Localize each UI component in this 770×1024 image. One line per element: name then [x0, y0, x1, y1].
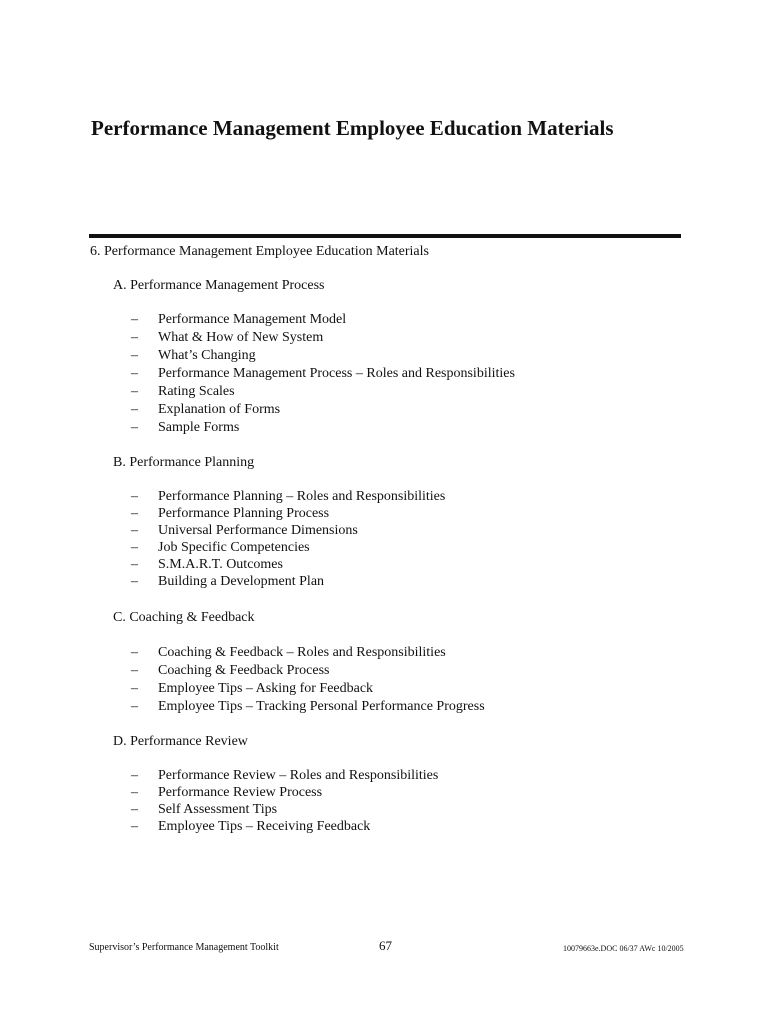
list-item: – Self Assessment Tips [131, 802, 278, 817]
list-item: – Coaching & Feedback – Roles and Responsibilities [131, 645, 446, 660]
subsection-heading-c: C. Coaching & Feedback [113, 610, 255, 625]
list-item: – Performance Planning – Roles and Responsibilities [131, 489, 446, 504]
list-item: – Job Specific Competencies [131, 540, 310, 555]
list-item: – What’s Changing [131, 348, 256, 363]
list-item: – S.M.A.R.T. Outcomes [131, 557, 283, 572]
list-item: – Building a Development Plan [131, 574, 325, 589]
list-item: – Performance Management Process – Roles and Responsibilities [131, 366, 515, 381]
subsection-heading-d: D. Performance Review [113, 734, 248, 749]
list-item: – Performance Management Model [131, 312, 347, 327]
list-item: – Performance Planning Process [131, 506, 330, 521]
title-divider [89, 234, 681, 238]
page-title: Performance Management Employee Education Materials [91, 116, 614, 140]
list-item: – Explanation of Forms [131, 402, 281, 417]
section-heading: 6. Performance Management Employee Education Materials [90, 244, 429, 259]
footer-document-title: Supervisor’s Performance Management Toolkit [89, 942, 279, 953]
list-item: – Sample Forms [131, 420, 240, 435]
footer-file-reference: 10079663e.DOC 06/37 AWc 10/2005 [563, 944, 684, 953]
list-item: – Performance Review – Roles and Responsibilities [131, 768, 439, 783]
list-item: – Universal Performance Dimensions [131, 523, 358, 538]
list-item: – Employee Tips – Asking for Feedback [131, 681, 374, 696]
subsection-heading-b: B. Performance Planning [113, 455, 255, 470]
subsection-heading-a: A. Performance Management Process [113, 278, 325, 293]
list-item: – Performance Review Process [131, 785, 323, 800]
list-item: – Employee Tips – Receiving Feedback [131, 819, 371, 834]
list-item: – Employee Tips – Tracking Personal Performance Progress [131, 699, 485, 714]
footer-page-number: 67 [379, 938, 392, 953]
list-item: – Coaching & Feedback Process [131, 663, 330, 678]
list-item: – Rating Scales [131, 384, 235, 399]
list-item: – What & How of New System [131, 330, 324, 345]
